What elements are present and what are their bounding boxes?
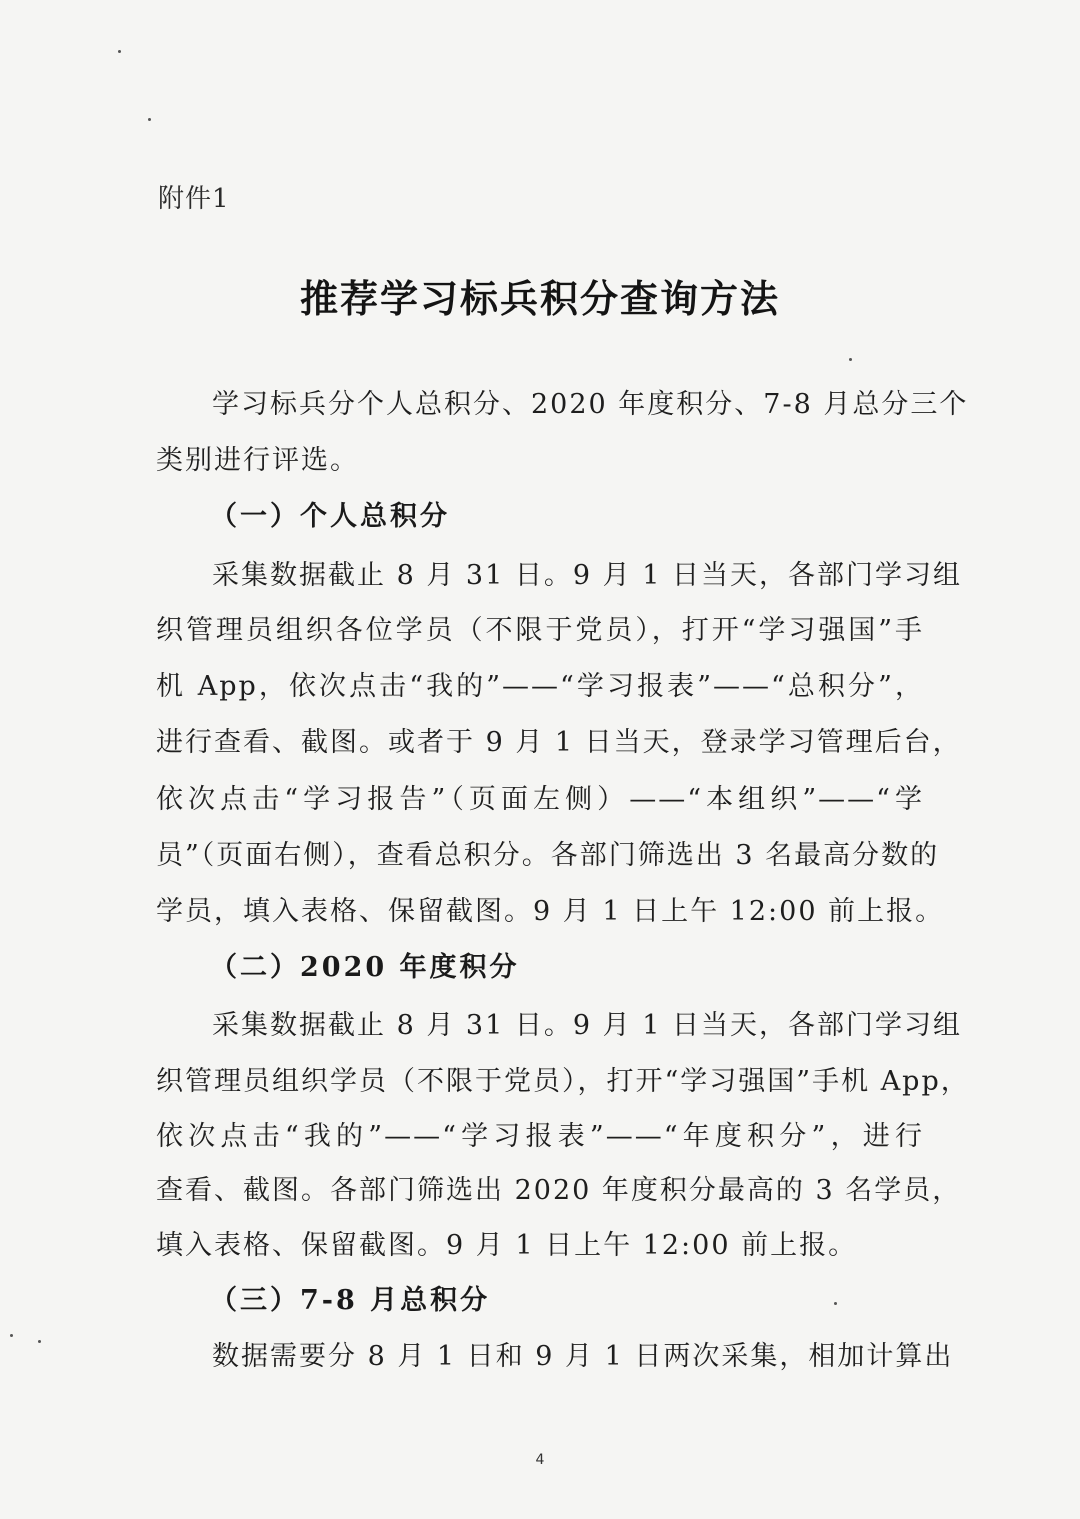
document-title: 推荐学习标兵积分查询方法 bbox=[299, 276, 780, 321]
section-1-line: 采集数据截止 8 月 31 日。9 月 1 日当天，各部门学习组 bbox=[212, 560, 962, 591]
scan-speck bbox=[834, 1302, 837, 1305]
intro-line-2: 类别进行评选。 bbox=[156, 445, 359, 476]
section-2-line: 采集数据截止 8 月 31 日。9 月 1 日当天，各部门学习组 bbox=[212, 1010, 962, 1041]
section-heading-2: （二）2020 年度积分 bbox=[210, 952, 520, 983]
attachment-label: 附件1 bbox=[158, 184, 230, 214]
scan-speck bbox=[38, 1340, 41, 1343]
section-heading-3: （三）7-8 月总积分 bbox=[210, 1285, 491, 1316]
section-1-line: 织管理员组织各位学员（不限于党员），打开“学习强国”手 bbox=[156, 615, 924, 646]
section-1-line: 进行查看、截图。或者于 9 月 1 日当天，登录学习管理后台， bbox=[156, 727, 962, 758]
section-1-line: 依次点击“学习报告”（页面左侧）——“本组织”——“学 bbox=[156, 784, 924, 815]
scan-speck bbox=[118, 50, 121, 53]
scan-speck bbox=[849, 358, 852, 361]
section-1-line: 机 App，依次点击“我的”——“学习报表”——“总积分”， bbox=[156, 671, 924, 702]
section-heading-1: （一）个人总积分 bbox=[210, 501, 450, 532]
intro-line-1: 学习标兵分个人总积分、2020 年度积分、7-8 月总分三个 bbox=[212, 389, 969, 420]
section-2-line: 织管理员组织学员（不限于党员），打开“学习强国”手机 App， bbox=[156, 1066, 970, 1097]
scan-speck bbox=[148, 118, 151, 121]
scan-speck bbox=[10, 1334, 13, 1337]
page-number: 4 bbox=[535, 1452, 545, 1468]
section-3-line: 数据需要分 8 月 1 日和 9 月 1 日两次采集，相加计算出 bbox=[212, 1341, 954, 1372]
section-1-line: 学员，填入表格、保留截图。9 月 1 日上午 12:00 前上报。 bbox=[156, 896, 945, 927]
section-2-line: 查看、截图。各部门筛选出 2020 年度积分最高的 3 名学员， bbox=[156, 1175, 962, 1206]
section-1-line: 员”（页面右侧），查看总积分。各部门筛选出 3 名最高分数的 bbox=[156, 840, 940, 871]
section-2-line: 填入表格、保留截图。9 月 1 日上午 12:00 前上报。 bbox=[156, 1230, 858, 1261]
section-2-line: 依次点击“我的”——“学习报表”——“年度积分”，进行 bbox=[156, 1121, 924, 1152]
